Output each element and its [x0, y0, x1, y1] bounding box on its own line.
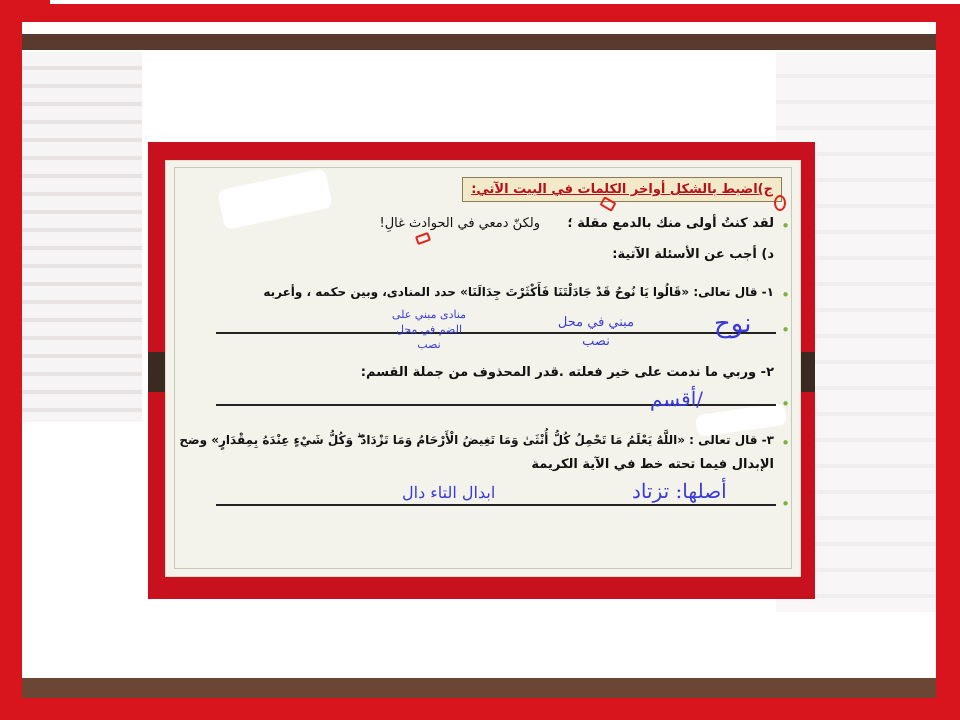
- right-frame: [936, 20, 960, 720]
- bottom-frame: [0, 698, 960, 720]
- verse-second-half: ولكنّ دمعي في الحوادث غالِ!: [379, 216, 540, 231]
- handwritten-answer-explanation: ابدال التاء دال: [402, 483, 496, 502]
- question-1: ١- قال تعالى: «قَالُوا يَا نُوحُ قَدْ جَادَلْتَنَا فَأَكْثَرْتَ جِدَالَنَا» حدد المنادى، وبين حكمه ، وأعربه: [263, 285, 774, 299]
- exercise-heading: ج)اضبط بالشكل أواخر الكلمات في البيت الآتي:: [462, 177, 782, 202]
- background-top-bar: [22, 34, 936, 50]
- answer-line-3: [216, 504, 776, 506]
- section-heading: د) أجب عن الأسئلة الآتية:: [612, 247, 774, 262]
- red-circle-mark: [774, 195, 786, 211]
- verse-first-half: لقد كنتُ أولى منك بالدمع مقلة ؛: [567, 216, 774, 231]
- handwritten-answer-origin: أصلها: تزتاد: [632, 479, 727, 503]
- question-3-line-1: ٣- قال تعالى : «اللَّهُ يَعْلَمُ مَا تَحْمِلُ كُلُّ أُنْثَىٰ وَمَا تَغِيضُ الْأَرْحَامُ وَمَا تَزْدَادُ ۖ وَكُلُّ شَيْءٍ عِنْدَهُ بِمِقْدَارٍ» وضح: [179, 433, 774, 447]
- bullet-icon: •: [781, 286, 790, 304]
- worksheet-page: [165, 160, 801, 577]
- bullet-icon: •: [781, 395, 790, 413]
- handwritten-answer-ruling: مبني في محل نصب: [557, 315, 635, 349]
- answer-line-1: [216, 332, 776, 334]
- bullet-icon: •: [781, 495, 790, 513]
- worksheet-slide: [148, 142, 815, 599]
- handwritten-answer-2: /أقسم: [650, 387, 704, 411]
- bullet-icon: •: [781, 217, 790, 235]
- handwritten-answer-parsing: منادى مبني على الضم في محل نصب: [391, 308, 467, 351]
- question-3-line-2: الإبدال فيما تحته خط في الآية الكريمة: [531, 457, 774, 472]
- handwritten-answer-noun: نوح: [714, 309, 752, 339]
- top-frame: [0, 4, 960, 20]
- bullet-icon: •: [781, 434, 790, 452]
- bullet-icon: •: [781, 321, 790, 339]
- question-2: ٢- وربي ما ندمت على خير فعلته .قدر المحذوف من جملة القسم:: [360, 365, 774, 380]
- background-blurred-text-left: [22, 52, 142, 422]
- background-bottom-bar: [22, 678, 936, 698]
